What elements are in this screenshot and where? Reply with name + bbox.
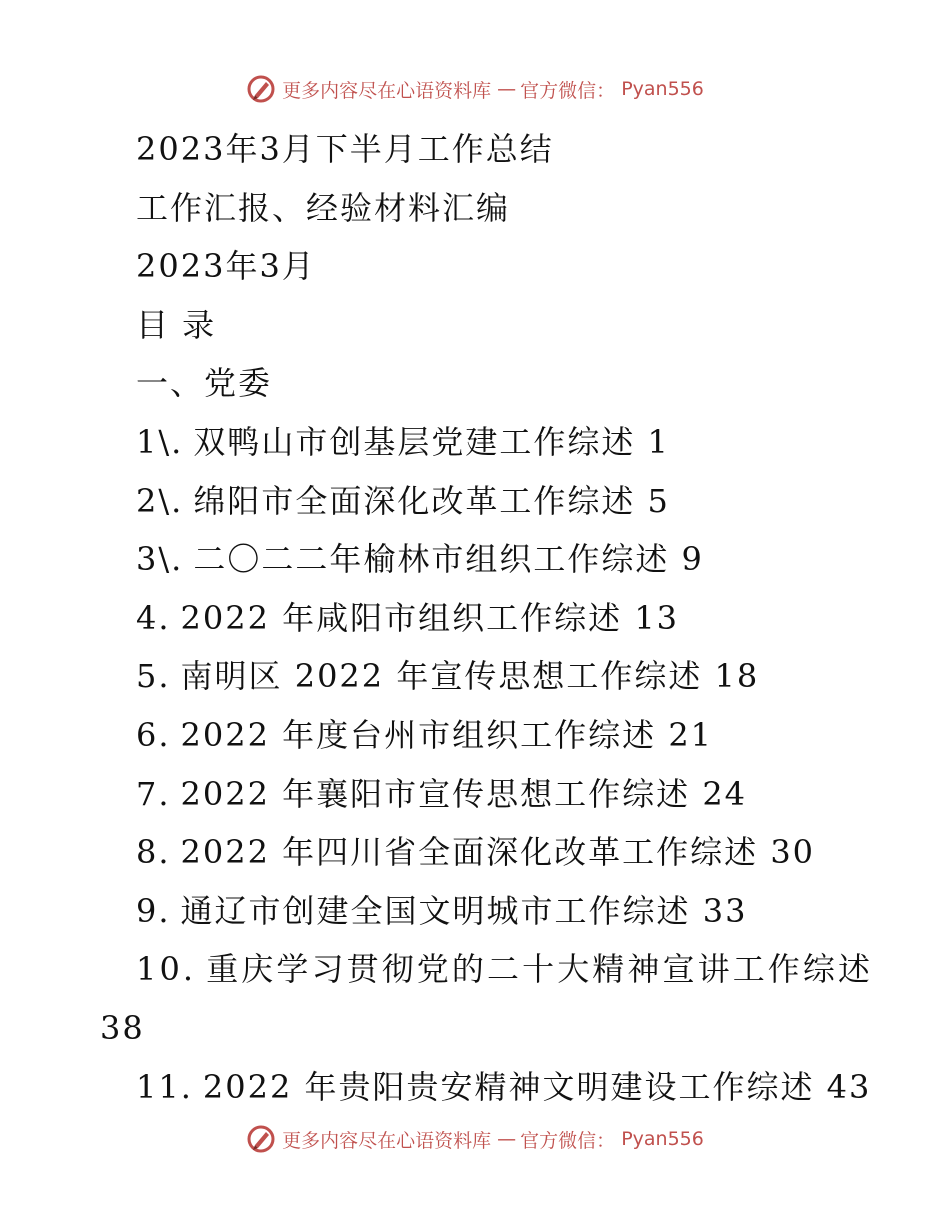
watermark-wechat-id: Pyan556 [621,78,704,100]
toc-entry-text: 南明区 2022 年宣传思想工作综述 18 [180,657,760,696]
toc-entry-number: 2\. [136,481,184,520]
toc-entry [100,647,860,706]
watermark-wechat-label: 官方微信： [520,1129,616,1152]
toc-entry-text: 2022 年四川省全面深化改革工作综述 30 [180,833,816,872]
toc-entry-text: 双鸭山市创基层党建工作综述 1 [193,422,670,461]
watermark-separator: — [497,1128,515,1150]
toc-entry [100,472,860,531]
toc-entry [100,530,860,589]
toc-entry-number: 10. [136,950,197,989]
watermark-main-text: 更多内容尽在心语资料库 [282,79,492,102]
document-date: 2023年3月 [136,247,316,286]
toc-entry [100,413,860,472]
toc-entry-number: 3\. [136,540,184,579]
toc-entry [100,1058,872,1117]
toc-entry-number: 11. [136,1067,193,1106]
toc-entry [100,940,874,999]
toc-entry-number: 5. [136,657,171,696]
watermark-separator: — [497,78,515,100]
watermark-wechat-label: 官方微信： [520,79,616,102]
toc-entry-text: 2022 年咸阳市组织工作综述 13 [180,598,680,637]
document-body [100,120,874,1116]
watermark-header [0,74,950,104]
toc-entry [100,765,860,824]
toc-entry [100,589,860,648]
watermark-footer [0,1124,950,1154]
toc-entry-text: 2022 年襄阳市宣传思想工作综述 24 [180,774,748,813]
toc-entry-number: 7. [136,774,171,813]
toc-entry-number: 1\. [136,422,184,461]
toc-entry-page-number: 38 [100,1008,145,1047]
toc-entry-text: 通辽市创建全国文明城市工作综述 33 [180,891,748,930]
pen-logo-icon [246,74,276,104]
toc-entry-text: 重庆学习贯彻党的二十大精神宣讲工作综述 [206,950,874,989]
toc-entry-text: 二〇二二年榆林市组织工作综述 9 [193,540,704,579]
toc-entry-text: 2022 年贵阳贵安精神文明建设工作综述 43 [202,1067,872,1106]
toc-entry-number: 9. [136,891,171,930]
watermark-wechat-id: Pyan556 [621,1128,704,1150]
document-subtitle: 工作汇报、经验材料汇编 [136,188,511,227]
toc-entry [100,882,860,941]
toc-entry-number: 8. [136,833,171,872]
watermark-main-text: 更多内容尽在心语资料库 [282,1129,492,1152]
toc-entry-number: 6. [136,715,171,754]
pen-logo-icon [246,1124,276,1154]
document-title: 2023年3月下半月工作总结 [136,130,554,168]
toc-entry-number: 4. [136,598,171,637]
toc-entry [100,823,860,882]
toc-entry-text: 2022 年度台州市组织工作综述 21 [180,715,714,754]
toc-entry-text: 绵阳市全面深化改革工作综述 5 [193,481,670,520]
toc-entry [100,706,860,765]
section-heading: 一、党委 [136,364,273,403]
toc-heading: 目 录 [136,305,217,344]
